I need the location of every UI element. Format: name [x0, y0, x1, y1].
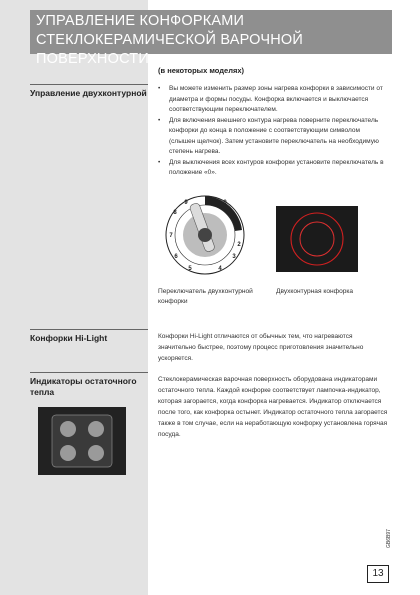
page-title-text: УПРАВЛЕНИЕ КОНФОРКАМИ СТЕКЛОКЕРАМИЧЕСКОЙ ВАРОЧНОЙ ПОВЕРХНОСТИ	[36, 13, 303, 67]
section-label-dual-circuit: Управление двухконтурной	[30, 84, 148, 99]
section-label-residual-heat: Индикаторы остаточного тепла	[30, 372, 148, 398]
dial-number: 9	[184, 200, 188, 206]
page-number: 13	[367, 565, 389, 583]
dial-number: 2	[237, 242, 241, 248]
dial-number: 1	[237, 222, 241, 228]
residual-heat-text: Стеклокерамическая варочная поверхность оборудована индикаторами остаточного тепла. Каждой конфорке соответствует лампочка-индикатор, которая загорается, когда конфорка нагревается. Индикатор отключается после того, как конфорка остынет. Индикатор остаточного тепла загорается также в том случае, если на неработающую конфорку установлена горячая посуда.	[158, 376, 388, 438]
hob-topview-image	[38, 407, 126, 475]
bullet-text: Для выключения всех контуров конфорки установите переключатель в положение «0».	[169, 158, 384, 176]
list-item: • Вы можете изменить размер зоны нагрева конфорки в зависимости от диаметра и формы посуды. Конфорка включается и выключается соответствующим переключателем.	[158, 85, 383, 113]
bullet-text: Для включения внешнего контура нагрева поверните переключатель конфорки до конца в положение с соответствующим символом (слышен щелчок). Затем установите переключатель на необходимую степень нагрева.	[169, 116, 379, 155]
dual-circuit-hob-image	[276, 206, 358, 272]
dial-number: 3	[232, 254, 236, 260]
hob-topview	[38, 407, 126, 475]
knob-caption: Переключатель двухконтурной конфорки	[158, 288, 253, 305]
dial-number: 6	[174, 254, 178, 260]
page-title	[30, 10, 392, 67]
dual-circuit-bullets	[158, 84, 386, 179]
dial-number: 4	[218, 266, 222, 272]
dial-number: 0	[223, 200, 227, 206]
list-item: • Для выключения всех контуров конфорки установите переключатель в положение «0».	[158, 158, 384, 176]
dial-number: 8	[173, 210, 177, 216]
hob-rings	[276, 206, 358, 272]
list-item: • Для включения внешнего контура нагрева поверните переключатель конфорки до конца в положение с соответствующим символом (слышен щелчок). Затем установите переключатель на необходимую степень нагрева.	[158, 116, 379, 155]
hob-caption: Двухконтурная конфорка	[276, 288, 354, 295]
knob-center	[198, 228, 212, 242]
hi-light-text: Конфорки Hi-Light отличаются от обычных тем, что нагреваются значительно быстрее, поэтому процесс приготовления значительно ускоряется.	[158, 333, 364, 362]
subtitle: (в некоторых моделях)	[158, 66, 245, 75]
document-code: GB6B97	[386, 529, 392, 548]
knob-illustration	[164, 190, 246, 280]
dial-number: 7	[169, 233, 173, 239]
dial-number: 5	[188, 266, 192, 272]
section-label-hi-light: Конфорки Hi-Light	[30, 329, 148, 344]
bullet-text: Вы можете изменить размер зоны нагрева конфорки в зависимости от диаметра и формы посуды. Конфорка включается и выключается соответствующим переключателем.	[169, 85, 383, 113]
